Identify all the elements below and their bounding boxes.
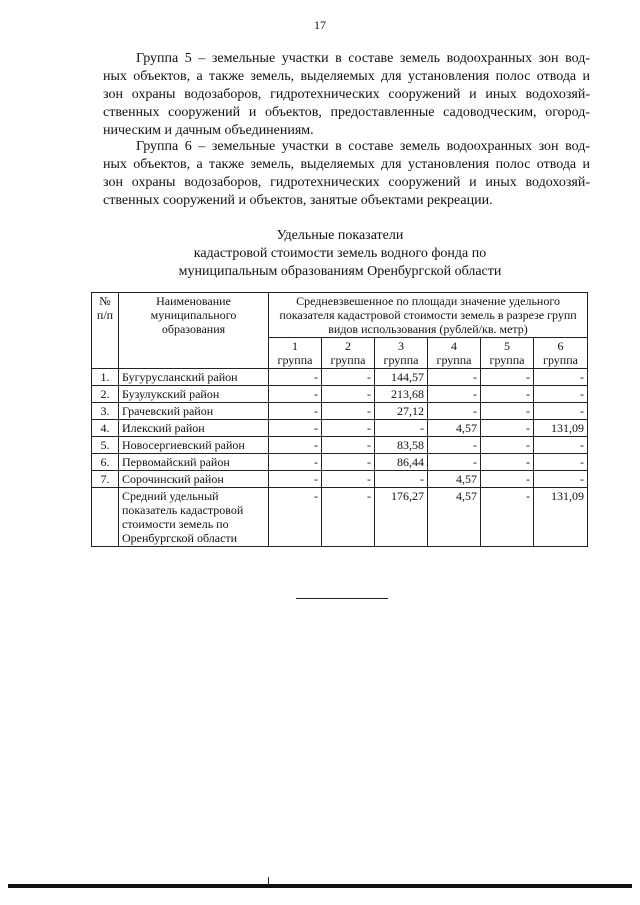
cell-value: - [322,403,375,420]
footer-bar [8,884,632,888]
paragraph-line: зон охраны водозаборов, гидротехнических сооружений и иных водохозяй- [103,87,590,102]
cell-value: - [269,420,322,437]
row-index: 1. [92,369,119,386]
cell-value: 176,27 [375,488,428,547]
cell-value: - [534,403,588,420]
row-name: Первомайский район [119,454,269,471]
cell-value: 83,58 [375,437,428,454]
cell-value: - [481,454,534,471]
row-name: Новосергиевский район [119,437,269,454]
title-line: муниципальным образованиям Оренбургской области [178,264,502,279]
paragraph-line: ственных сооружений и объектов, занятые объектами рекреации. [103,193,493,208]
cell-value: - [534,437,588,454]
row-index: 6. [92,454,119,471]
header-num: № п/п [92,293,119,369]
cell-value: - [481,369,534,386]
cell-value: - [534,369,588,386]
row-index [92,488,119,547]
title-line: Удельные показатели [276,228,404,243]
paragraph-group-5 [103,50,590,140]
cell-value: - [269,386,322,403]
title-line: кадастровой стоимости земель водного фонда по [193,246,487,261]
cell-value: - [534,386,588,403]
cell-value: - [322,471,375,488]
cell-value: - [481,437,534,454]
cell-value: - [481,471,534,488]
cell-value: 131,09 [534,420,588,437]
cell-value: - [481,386,534,403]
separator-line [296,598,388,599]
cell-value: - [269,403,322,420]
paragraph-line: ных объектов, а также земель, выделяемых для установления полос отвода и [103,157,590,172]
table-row [92,386,588,403]
summary-row [92,488,588,547]
cell-value: 86,44 [375,454,428,471]
cell-value: - [269,437,322,454]
row-name: Бугурусланский район [119,369,269,386]
cell-value: - [322,386,375,403]
cell-value: - [428,369,481,386]
row-name: Грачевский район [119,403,269,420]
summary-name: Средний удельный показатель кадастровой стоимости земель по Оренбургской области [119,488,269,547]
cell-value: - [534,454,588,471]
header-group-3: 3 группа [375,338,428,369]
header-group-4: 4 группа [428,338,481,369]
paragraph-line: ных объектов, а также земель, выделяемых для установления полос отвода и [103,69,590,84]
table-row [92,437,588,454]
table-row [92,420,588,437]
cell-value: 4,57 [428,488,481,547]
cell-value: 144,57 [375,369,428,386]
header-values: Средневзвешенное по площади значение удельного показателя кадастровой стоимости земель в разрезе групп видов использования (рублей/кв. метр) [269,293,588,338]
cell-value: 4,57 [428,471,481,488]
cell-value: - [428,403,481,420]
table-row [92,471,588,488]
cell-value: 4,57 [428,420,481,437]
cell-value: 27,12 [375,403,428,420]
cell-value: - [428,386,481,403]
table-row [92,454,588,471]
row-name: Илекский район [119,420,269,437]
header-group-1: 1 группа [269,338,322,369]
cell-value: - [322,437,375,454]
cell-value: - [481,420,534,437]
row-name: Сорочинский район [119,471,269,488]
cadastral-value-table [91,292,588,547]
cell-value: - [428,454,481,471]
paragraph-line: зон охраны водозаборов, гидротехнических сооружений и иных водохозяй- [103,175,590,190]
cell-value: - [481,488,534,547]
row-index: 4. [92,420,119,437]
header-group-6: 6 группа [534,338,588,369]
header-group-5: 5 группа [481,338,534,369]
cell-value: - [269,471,322,488]
table-row [92,369,588,386]
row-index: 3. [92,403,119,420]
cell-value: - [269,369,322,386]
row-index: 7. [92,471,119,488]
header-name: Наименование муниципального образования [119,293,269,369]
row-index: 5. [92,437,119,454]
cell-value: - [375,420,428,437]
cell-value: - [269,488,322,547]
table-title [0,227,640,281]
paragraph-line: Группа 6 – земельные участки в составе земель водоохранных зон вод- [136,139,590,154]
cell-value: - [322,454,375,471]
cell-value: - [481,403,534,420]
cell-value: - [428,437,481,454]
paragraph-group-6 [103,138,590,210]
header-group-2: 2 группа [322,338,375,369]
cell-value: 213,68 [375,386,428,403]
cell-value: - [322,369,375,386]
cell-value: - [269,454,322,471]
table-row [92,403,588,420]
page-number: 17 [314,18,326,32]
cell-value: - [375,471,428,488]
cell-value: - [322,488,375,547]
paragraph-line: ственных сооружений и объектов, предоставленные садоводческим, огород- [103,105,590,120]
paragraph-line: Группа 5 – земельные участки в составе земель водоохранных зон вод- [136,51,590,66]
cell-value: 131,09 [534,488,588,547]
row-index: 2. [92,386,119,403]
cell-value: - [322,420,375,437]
row-name: Бузулукский район [119,386,269,403]
paragraph-line: ническим и дачным объединениям. [103,123,314,138]
cell-value: - [534,471,588,488]
